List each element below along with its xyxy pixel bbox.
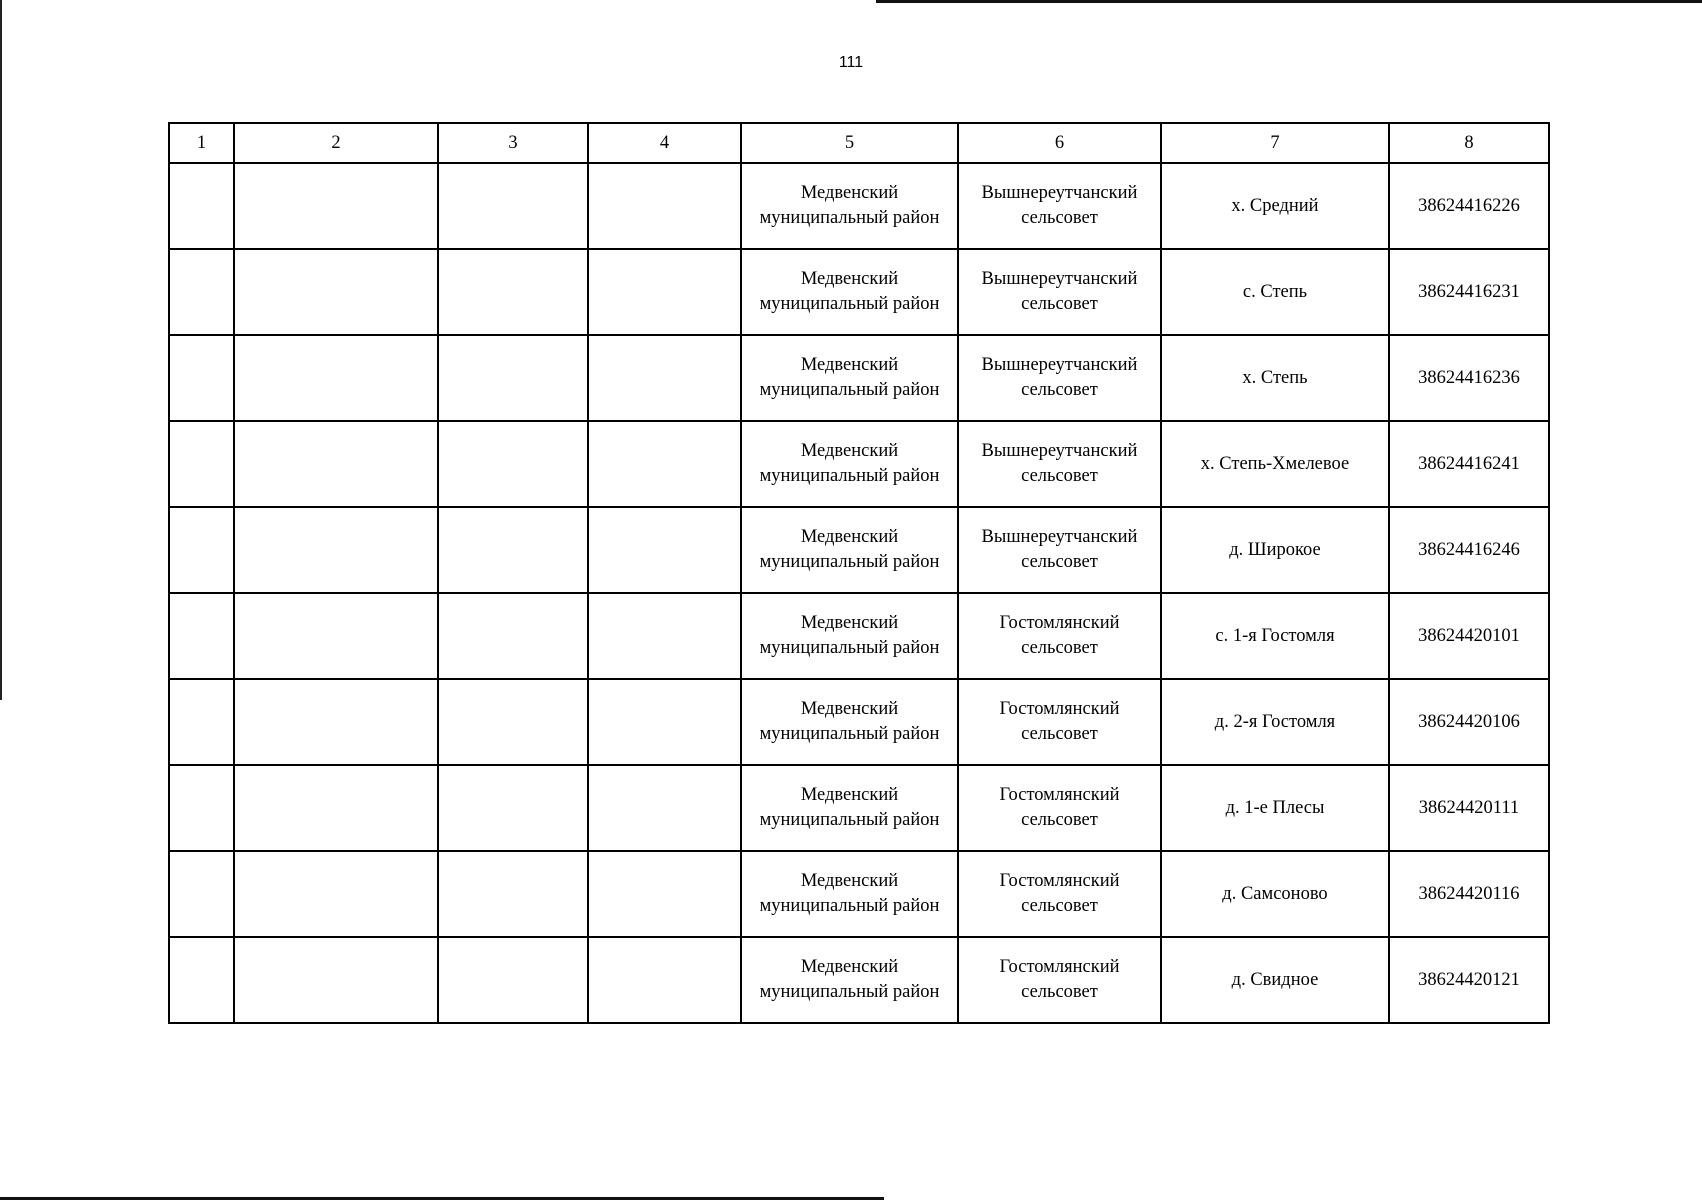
table-row bbox=[169, 851, 1549, 937]
table-cell bbox=[741, 851, 958, 937]
table-cell bbox=[741, 679, 958, 765]
table-row bbox=[169, 335, 1549, 421]
table-cell bbox=[741, 937, 958, 1023]
council-cell: Гостомлянский сельсовет bbox=[999, 699, 1120, 744]
table-cell bbox=[1389, 851, 1549, 937]
code-cell: 38624420111 bbox=[1418, 797, 1520, 818]
council-cell: Гостомлянский сельсовет bbox=[999, 613, 1120, 658]
table-row bbox=[169, 679, 1549, 765]
table-cell bbox=[1389, 765, 1549, 851]
table-cell bbox=[958, 765, 1161, 851]
table-row bbox=[169, 507, 1549, 593]
district-cell: Медвенский муниципальный район bbox=[759, 957, 940, 1002]
table-cell bbox=[1161, 507, 1389, 593]
table-cell bbox=[438, 335, 588, 421]
table-cell bbox=[1389, 421, 1549, 507]
table-cell bbox=[741, 249, 958, 335]
column-header: 3 bbox=[438, 123, 588, 163]
table-row bbox=[169, 937, 1549, 1023]
column-header: 6 bbox=[958, 123, 1161, 163]
settlement-cell: с. Степь bbox=[1242, 281, 1308, 302]
table-cell bbox=[588, 937, 741, 1023]
table-cell bbox=[169, 679, 234, 765]
district-cell: Медвенский муниципальный район bbox=[759, 613, 940, 658]
settlement-cell: х. Средний bbox=[1231, 195, 1319, 216]
table-cell bbox=[1161, 593, 1389, 679]
table-cell bbox=[958, 249, 1161, 335]
table-cell bbox=[1389, 507, 1549, 593]
registry-table bbox=[168, 122, 1550, 1024]
table-cell bbox=[438, 851, 588, 937]
table-cell bbox=[234, 249, 438, 335]
table-cell bbox=[741, 765, 958, 851]
column-header: 8 bbox=[1389, 123, 1549, 163]
table-row bbox=[169, 249, 1549, 335]
table-cell bbox=[169, 421, 234, 507]
table-cell bbox=[1161, 335, 1389, 421]
table-cell bbox=[169, 851, 234, 937]
table-cell bbox=[958, 163, 1161, 249]
table-cell bbox=[741, 593, 958, 679]
table-cell bbox=[588, 163, 741, 249]
page-number: 111 bbox=[838, 54, 864, 71]
table-cell bbox=[438, 765, 588, 851]
table-cell bbox=[741, 163, 958, 249]
code-cell: 38624416246 bbox=[1418, 539, 1520, 560]
table-cell bbox=[588, 851, 741, 937]
table-cell bbox=[438, 593, 588, 679]
table-row bbox=[169, 421, 1549, 507]
table-cell bbox=[958, 937, 1161, 1023]
table-cell bbox=[438, 163, 588, 249]
settlement-cell: д. Свидное bbox=[1231, 969, 1319, 990]
district-cell: Медвенский муниципальный район bbox=[759, 269, 940, 314]
code-cell: 38624420121 bbox=[1418, 969, 1520, 990]
district-cell: Медвенский муниципальный район bbox=[759, 699, 940, 744]
council-cell: Гостомлянский сельсовет bbox=[999, 871, 1120, 916]
table-cell bbox=[1161, 679, 1389, 765]
settlement-cell: с. 1-я Гостомля bbox=[1215, 625, 1335, 646]
table-cell bbox=[438, 421, 588, 507]
council-cell: Вышнереутчанский сельсовет bbox=[981, 441, 1138, 486]
table-cell bbox=[169, 163, 234, 249]
table-cell bbox=[958, 851, 1161, 937]
code-cell: 38624416241 bbox=[1418, 453, 1520, 474]
table-cell bbox=[741, 421, 958, 507]
district-cell: Медвенский муниципальный район bbox=[759, 527, 940, 572]
table-cell bbox=[169, 335, 234, 421]
column-header: 7 bbox=[1161, 123, 1389, 163]
table-cell bbox=[234, 421, 438, 507]
table-cell bbox=[958, 593, 1161, 679]
table-cell bbox=[438, 249, 588, 335]
district-cell: Медвенский муниципальный район bbox=[759, 785, 940, 830]
table-cell bbox=[588, 335, 741, 421]
table-cell bbox=[588, 679, 741, 765]
table-cell bbox=[1161, 421, 1389, 507]
council-cell: Вышнереутчанский сельсовет bbox=[981, 269, 1138, 314]
table-cell bbox=[234, 163, 438, 249]
settlement-cell: д. 2-я Гостомля bbox=[1214, 711, 1336, 732]
settlement-cell: х. Степь-Хмелевое bbox=[1200, 453, 1350, 474]
table-cell bbox=[1389, 335, 1549, 421]
table-body bbox=[169, 163, 1549, 1023]
table-cell bbox=[1389, 163, 1549, 249]
table-cell bbox=[169, 507, 234, 593]
table-cell bbox=[234, 937, 438, 1023]
table-cell bbox=[1161, 851, 1389, 937]
settlement-cell: д. Самсоново bbox=[1222, 883, 1328, 904]
table-cell bbox=[234, 765, 438, 851]
table-cell bbox=[588, 421, 741, 507]
table-cell bbox=[1389, 249, 1549, 335]
council-cell: Вышнереутчанский сельсовет bbox=[981, 527, 1138, 572]
district-cell: Медвенский муниципальный район bbox=[759, 871, 940, 916]
table-cell bbox=[234, 335, 438, 421]
column-header: 2 bbox=[234, 123, 438, 163]
table-cell bbox=[438, 679, 588, 765]
table-row bbox=[169, 593, 1549, 679]
table-cell bbox=[169, 249, 234, 335]
table-cell bbox=[1389, 593, 1549, 679]
table-cell bbox=[741, 335, 958, 421]
district-cell: Медвенский муниципальный район bbox=[759, 441, 940, 486]
table-cell bbox=[588, 765, 741, 851]
code-cell: 38624420101 bbox=[1418, 625, 1520, 646]
scan-edge-top bbox=[876, 0, 1702, 3]
district-cell: Медвенский муниципальный район bbox=[759, 355, 940, 400]
table-cell bbox=[1161, 937, 1389, 1023]
settlement-cell: д. 1-е Плесы bbox=[1225, 797, 1325, 818]
table-cell bbox=[438, 937, 588, 1023]
table-cell bbox=[958, 335, 1161, 421]
table-cell bbox=[1161, 249, 1389, 335]
table-cell bbox=[1389, 679, 1549, 765]
header-row bbox=[169, 123, 1549, 163]
council-cell: Вышнереутчанский сельсовет bbox=[981, 355, 1138, 400]
table-cell bbox=[438, 507, 588, 593]
council-cell: Гостомлянский сельсовет bbox=[999, 957, 1120, 1002]
table-row bbox=[169, 765, 1549, 851]
table-cell bbox=[234, 679, 438, 765]
table-cell bbox=[234, 851, 438, 937]
table-cell bbox=[234, 593, 438, 679]
table-cell bbox=[234, 507, 438, 593]
council-cell: Вышнереутчанский сельсовет bbox=[981, 183, 1138, 228]
settlement-cell: д. Широкое bbox=[1229, 539, 1321, 560]
table-row bbox=[169, 163, 1549, 249]
table-cell bbox=[1389, 937, 1549, 1023]
table-cell bbox=[169, 593, 234, 679]
scan-edge-left bbox=[0, 0, 2, 700]
table-cell bbox=[958, 507, 1161, 593]
table-cell bbox=[958, 679, 1161, 765]
table-cell bbox=[588, 507, 741, 593]
column-header: 1 bbox=[169, 123, 234, 163]
table-cell bbox=[588, 249, 741, 335]
district-cell: Медвенский муниципальный район bbox=[759, 183, 940, 228]
table-cell bbox=[1161, 163, 1389, 249]
code-cell: 38624420106 bbox=[1418, 711, 1520, 732]
column-header: 5 bbox=[741, 123, 958, 163]
table-cell bbox=[741, 507, 958, 593]
table-cell bbox=[169, 765, 234, 851]
table-cell bbox=[958, 421, 1161, 507]
table-cell bbox=[169, 937, 234, 1023]
code-cell: 38624416236 bbox=[1418, 367, 1520, 388]
code-cell: 38624416226 bbox=[1418, 195, 1520, 216]
column-header: 4 bbox=[588, 123, 741, 163]
council-cell: Гостомлянский сельсовет bbox=[999, 785, 1120, 830]
code-cell: 38624420116 bbox=[1418, 883, 1520, 904]
settlement-cell: х. Степь bbox=[1242, 367, 1308, 388]
table-cell bbox=[588, 593, 741, 679]
table-cell bbox=[1161, 765, 1389, 851]
code-cell: 38624416231 bbox=[1418, 281, 1520, 302]
